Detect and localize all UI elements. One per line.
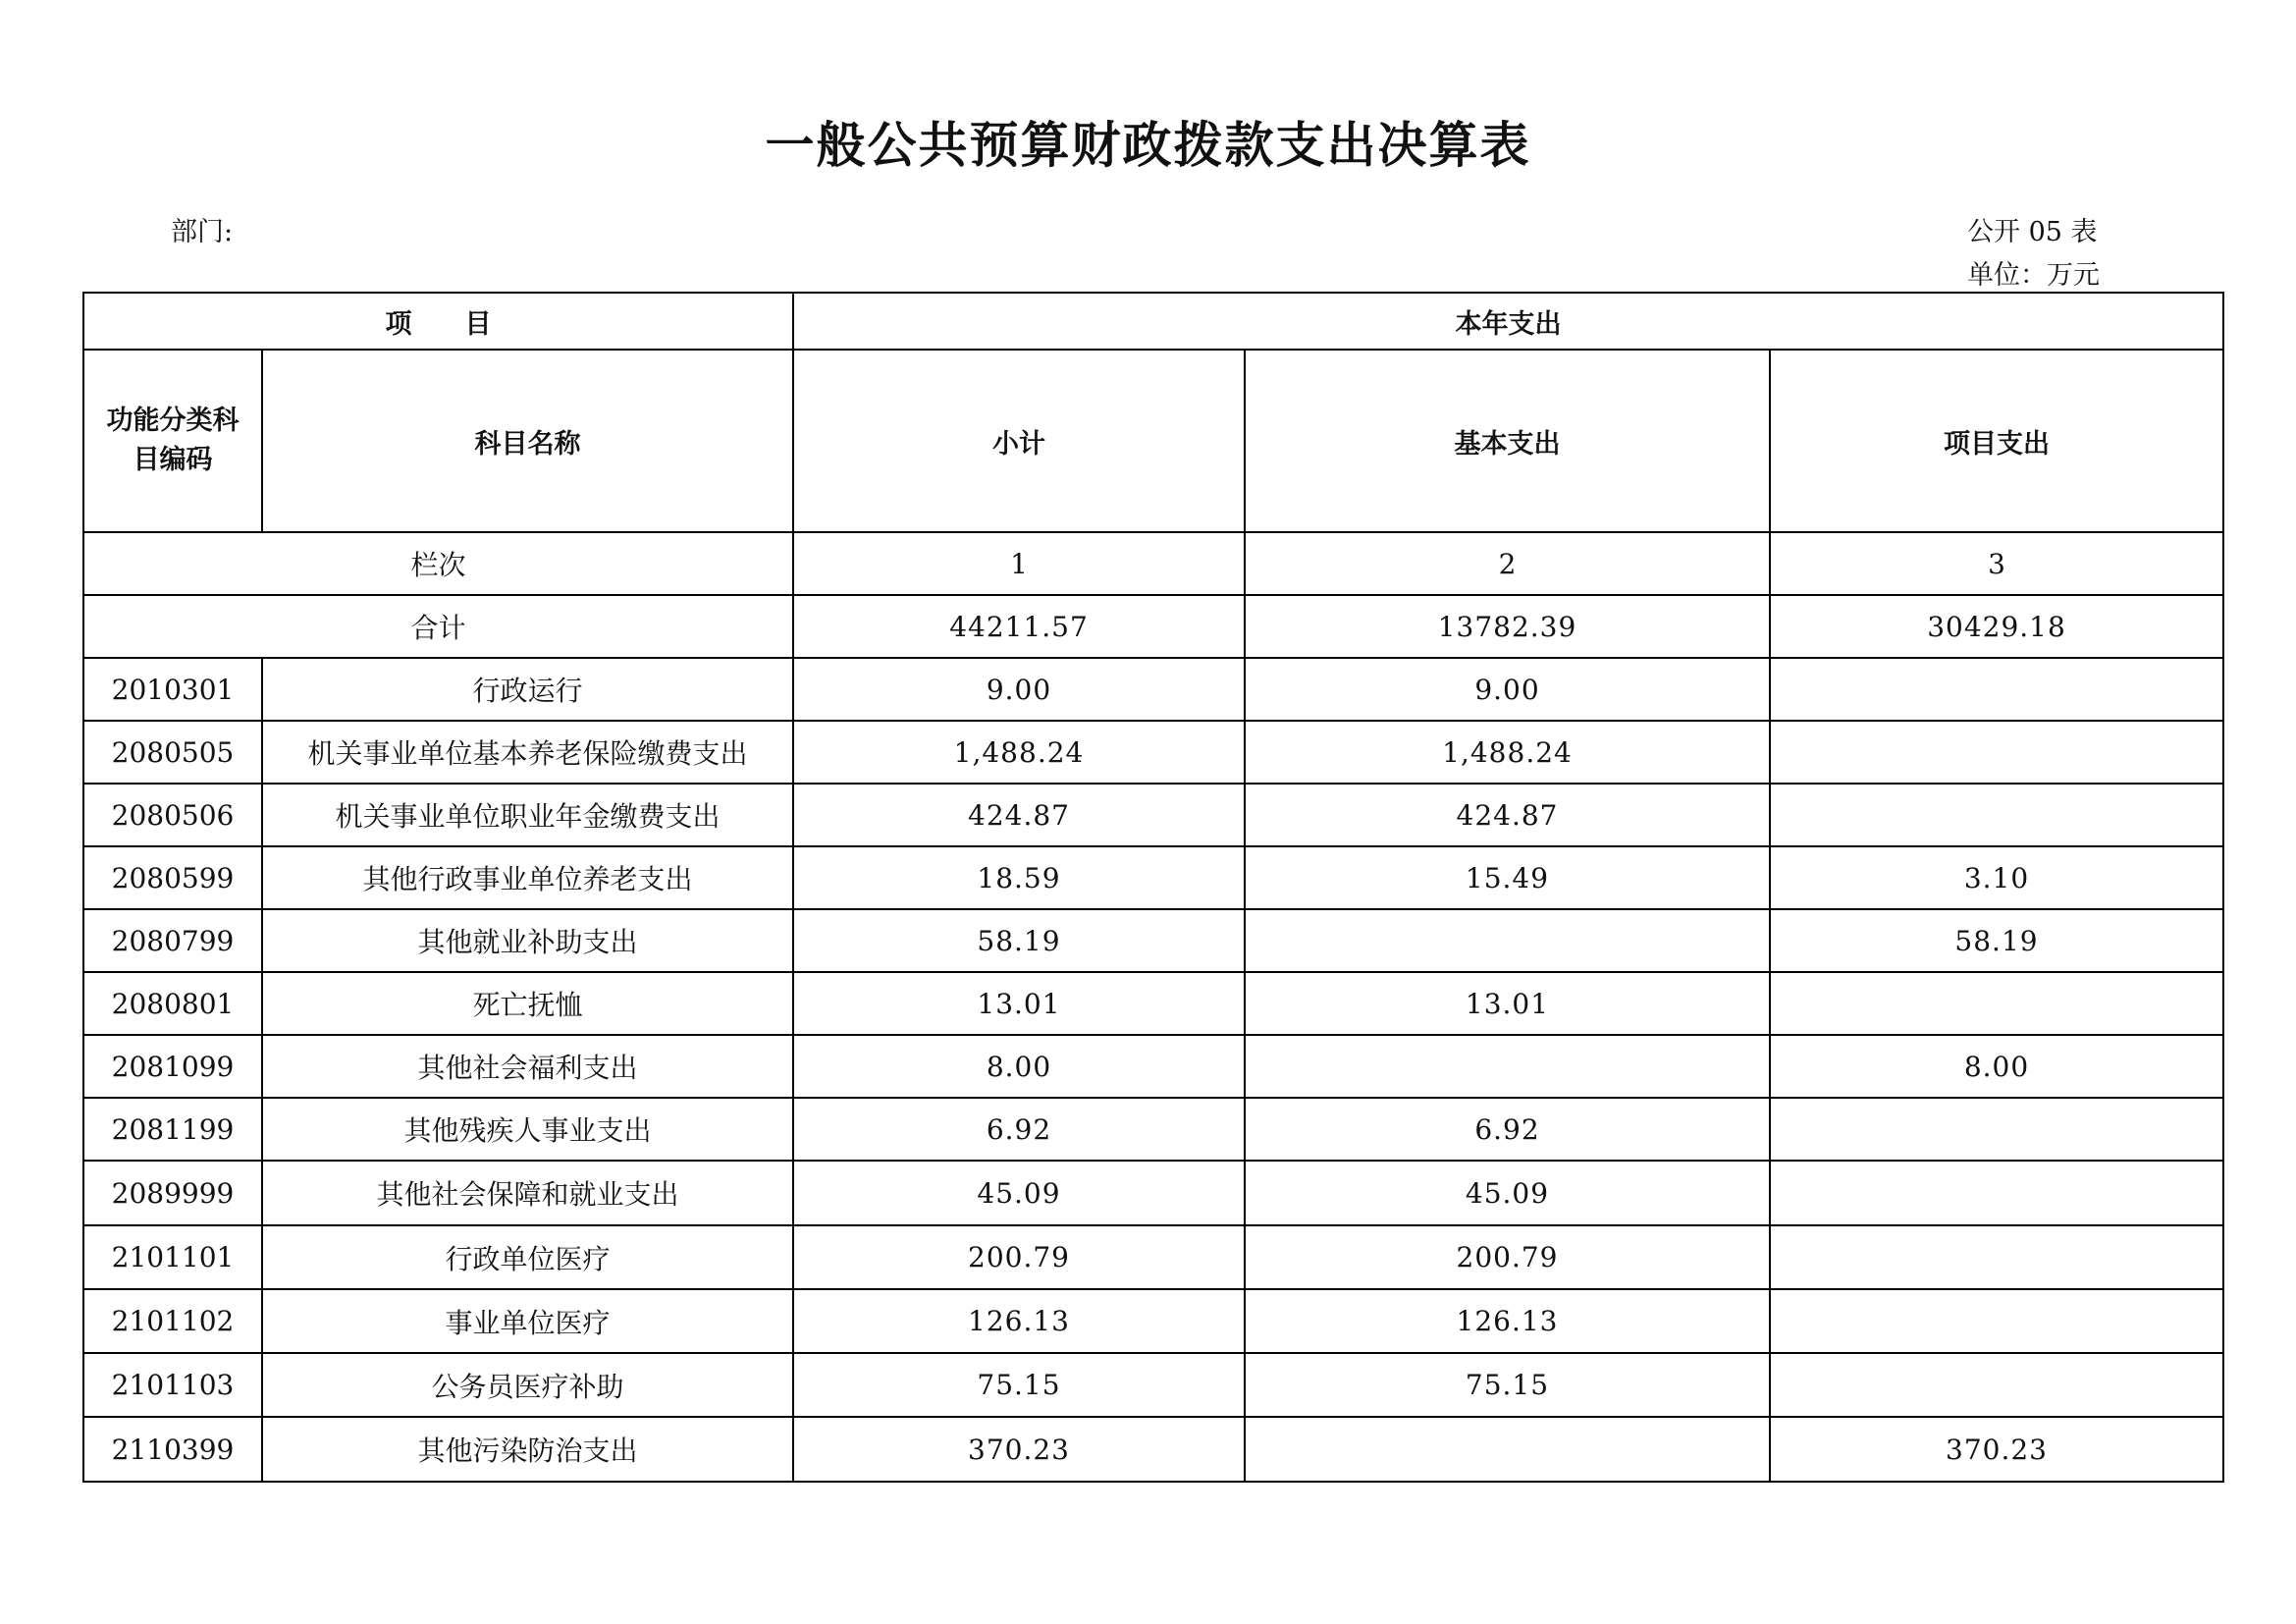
row-code: 2010301 [83,658,262,721]
table-row [83,909,2223,972]
table-row [83,972,2223,1035]
row-subtotal: 1,488.24 [793,721,1245,784]
table-row [83,658,2223,721]
row-subtotal: 424.87 [793,784,1245,846]
row-name: 其他行政事业单位养老支出 [262,846,793,909]
row-subtotal: 126.13 [793,1289,1245,1353]
row-subtotal: 200.79 [793,1225,1245,1289]
table-row [83,1098,2223,1161]
row-subtotal: 6.92 [793,1098,1245,1161]
row-name: 死亡抚恤 [262,972,793,1035]
row-basic: 200.79 [1245,1225,1770,1289]
row-code: 2101102 [83,1289,262,1353]
row-name: 其他社会福利支出 [262,1035,793,1098]
column-index-row [83,532,2223,595]
table-row [83,846,2223,909]
table-row [83,1289,2223,1353]
header-basic: 基本支出 [1245,350,1770,532]
header-current-year-expense: 本年支出 [793,293,2223,350]
header-item: 项 目 [83,293,793,350]
expenditure-table [82,292,2224,1483]
header-subtotal: 小计 [793,350,1245,532]
row-project [1770,658,2223,721]
row-project [1770,721,2223,784]
row-name: 机关事业单位基本养老保险缴费支出 [262,721,793,784]
column-index-3: 3 [1770,532,2223,595]
row-code: 2080801 [83,972,262,1035]
row-basic: 9.00 [1245,658,1770,721]
row-name: 行政单位医疗 [262,1225,793,1289]
row-subtotal: 370.23 [793,1417,1245,1482]
row-basic [1245,1417,1770,1482]
table-row [83,721,2223,784]
column-index-label: 栏次 [83,532,793,595]
table-row [83,1225,2223,1289]
row-code: 2101101 [83,1225,262,1289]
total-row [83,595,2223,658]
unit-label: 单位：万元 [1967,260,2100,291]
row-code: 2080505 [83,721,262,784]
header-code: 功能分类科目编码 [83,350,262,532]
department-label: 部门: [171,217,234,247]
row-subtotal: 58.19 [793,909,1245,972]
row-subtotal: 18.59 [793,846,1245,909]
header-row-top [83,293,2223,350]
table-row [83,784,2223,846]
row-name: 机关事业单位职业年金缴费支出 [262,784,793,846]
data-rows [83,658,2223,1482]
row-project [1770,1161,2223,1225]
column-index-2: 2 [1245,532,1770,595]
row-project: 370.23 [1770,1417,2223,1482]
table-row [83,1161,2223,1225]
column-index-1: 1 [793,532,1245,595]
row-basic [1245,909,1770,972]
row-name: 行政运行 [262,658,793,721]
total-project: 30429.18 [1770,595,2223,658]
row-code: 2110399 [83,1417,262,1482]
row-name: 事业单位医疗 [262,1289,793,1353]
total-basic: 13782.39 [1245,595,1770,658]
row-name: 其他就业补助支出 [262,909,793,972]
row-basic: 75.15 [1245,1353,1770,1417]
total-subtotal: 44211.57 [793,595,1245,658]
row-subtotal: 13.01 [793,972,1245,1035]
row-name: 其他社会保障和就业支出 [262,1161,793,1225]
row-basic: 1,488.24 [1245,721,1770,784]
row-basic [1245,1035,1770,1098]
header-project: 项目支出 [1770,350,2223,532]
row-basic: 424.87 [1245,784,1770,846]
row-code: 2081199 [83,1098,262,1161]
row-code: 2101103 [83,1353,262,1417]
header-row-columns [83,350,2223,532]
row-project [1770,1098,2223,1161]
page-title: 一般公共预算财政拨款支出决算表 [765,116,1531,174]
row-project [1770,1225,2223,1289]
row-code: 2081099 [83,1035,262,1098]
row-basic: 126.13 [1245,1289,1770,1353]
row-project: 8.00 [1770,1035,2223,1098]
row-code: 2080599 [83,846,262,909]
row-basic: 13.01 [1245,972,1770,1035]
table-row [83,1417,2223,1482]
row-project [1770,784,2223,846]
row-code: 2080799 [83,909,262,972]
row-project: 58.19 [1770,909,2223,972]
row-subtotal: 8.00 [793,1035,1245,1098]
row-basic: 6.92 [1245,1098,1770,1161]
row-subtotal: 45.09 [793,1161,1245,1225]
total-label: 合计 [83,595,793,658]
row-project: 3.10 [1770,846,2223,909]
row-subtotal: 9.00 [793,658,1245,721]
row-subtotal: 75.15 [793,1353,1245,1417]
row-basic: 15.49 [1245,846,1770,909]
header-name: 科目名称 [262,350,793,532]
table-row [83,1035,2223,1098]
row-name: 公务员医疗补助 [262,1353,793,1417]
row-name: 其他残疾人事业支出 [262,1098,793,1161]
row-project [1770,1353,2223,1417]
row-code: 2089999 [83,1161,262,1225]
row-project [1770,972,2223,1035]
row-code: 2080506 [83,784,262,846]
form-number: 公开 05 表 [1967,217,2098,247]
row-project [1770,1289,2223,1353]
row-name: 其他污染防治支出 [262,1417,793,1482]
table-row [83,1353,2223,1417]
row-basic: 45.09 [1245,1161,1770,1225]
